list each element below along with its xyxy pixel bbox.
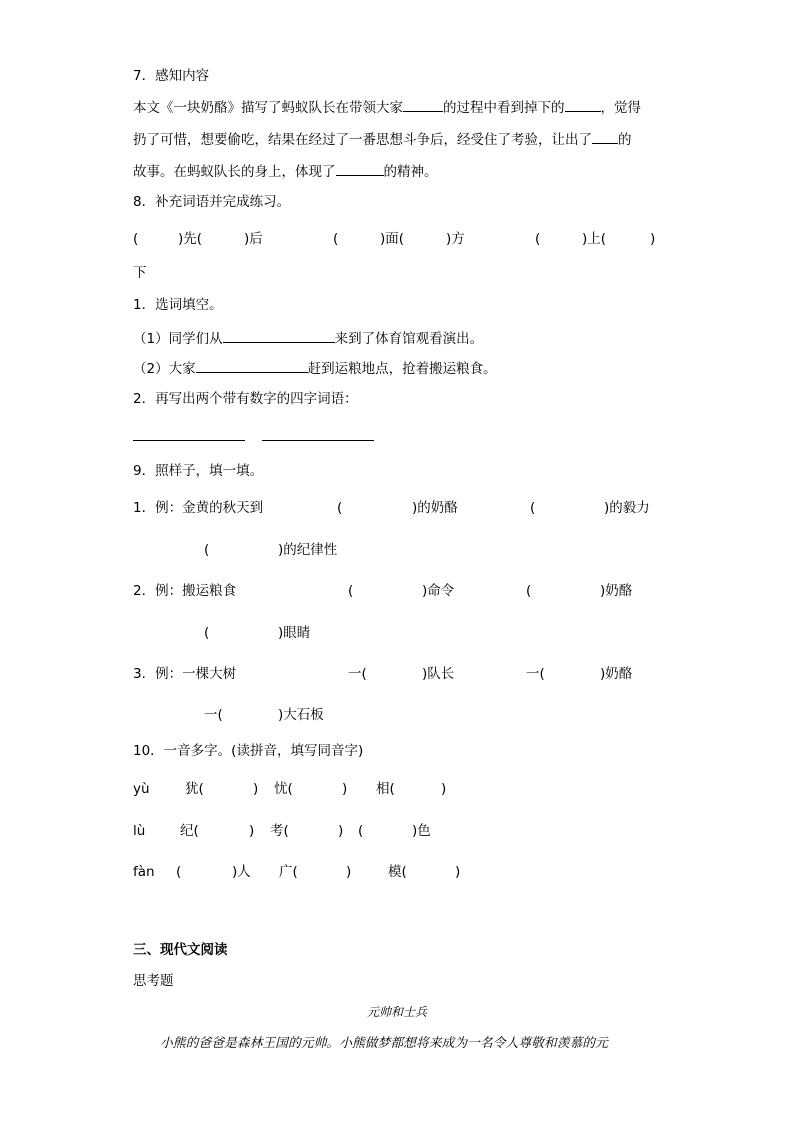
blank[interactable] bbox=[592, 129, 618, 144]
story-line: 小熊的爸爸是森林王国的元帅。小熊做梦都想将来成为一名令人尊敬和羡慕的元 bbox=[160, 1036, 608, 1051]
word-part: 纪( bbox=[180, 823, 199, 839]
blank[interactable] bbox=[565, 97, 601, 112]
text: （2）大家 bbox=[133, 361, 196, 377]
q7-line-3 bbox=[133, 161, 438, 181]
q7-title: 7．感知内容 bbox=[133, 68, 210, 84]
word-part: )人 bbox=[232, 864, 251, 880]
story-title: 元帅和士兵 bbox=[366, 1005, 427, 1019]
word-part: ) bbox=[650, 231, 656, 247]
word-part: ) bbox=[441, 781, 447, 797]
paren: ( bbox=[535, 231, 541, 247]
word-part: 犹( bbox=[185, 781, 204, 797]
word-part: 考( bbox=[270, 823, 289, 839]
blank[interactable] bbox=[403, 97, 443, 112]
q8-sub-2: 2．再写出两个带有数字的四字词语： bbox=[133, 391, 358, 407]
word-part: 一( bbox=[204, 707, 223, 723]
word-part: ) bbox=[249, 823, 255, 839]
section-heading: 三、现代文阅读 bbox=[133, 942, 228, 958]
word-part: )命令 bbox=[422, 583, 455, 599]
answer-line[interactable] bbox=[262, 440, 374, 441]
example: 2．例：搬运粮食 bbox=[133, 583, 237, 599]
word-part: )队长 bbox=[422, 666, 455, 682]
text: 故事。在蚂蚁队长的身上，体现了 bbox=[133, 164, 336, 180]
word-part: 下 bbox=[133, 265, 147, 281]
text: 的 bbox=[618, 132, 632, 148]
q8-sub-1-a bbox=[133, 328, 483, 348]
paren: ( bbox=[526, 583, 532, 599]
text: 扔了可惜，想要偷吃，结果在经过了一番思想斗争后，经受住了考验，让出了 bbox=[133, 132, 592, 148]
text: 本文《一块奶酪》描写了蚂蚁队长在带领大家 bbox=[133, 100, 403, 116]
paren: ( bbox=[348, 583, 354, 599]
word-part: )后 bbox=[244, 231, 263, 247]
word-part: ) bbox=[338, 823, 344, 839]
example: 3．例：一棵大树 bbox=[133, 666, 237, 682]
section-subheading: 思考题 bbox=[133, 973, 174, 989]
text: 赶到运粮地点，抢着搬运粮食。 bbox=[307, 361, 497, 377]
blank[interactable] bbox=[223, 328, 335, 343]
paren: ( bbox=[333, 231, 339, 247]
q7-line-2 bbox=[133, 129, 632, 149]
word-part: ) bbox=[455, 864, 461, 880]
word-part: )上( bbox=[582, 231, 607, 247]
text: 的过程中看到掉下的 bbox=[443, 100, 565, 116]
text: 来到了体育馆观看演出。 bbox=[334, 331, 484, 347]
pinyin: fàn bbox=[133, 864, 155, 880]
paren: ( bbox=[204, 542, 210, 558]
paren: ( bbox=[337, 500, 343, 516]
word-part: )的毅力 bbox=[604, 500, 650, 516]
word-part: )色 bbox=[412, 823, 431, 839]
word-part: )的纪律性 bbox=[278, 542, 338, 558]
word-part: )眼睛 bbox=[278, 625, 311, 641]
word-part: 广( bbox=[279, 864, 298, 880]
word-part: ) bbox=[342, 781, 348, 797]
paren: ( bbox=[358, 823, 364, 839]
text: 的精神。 bbox=[383, 164, 438, 180]
word-part: )先( bbox=[178, 231, 203, 247]
pinyin: yù bbox=[133, 781, 150, 797]
q7-line-1 bbox=[133, 97, 641, 117]
q8-sub-1: 1．选词填空。 bbox=[133, 297, 223, 313]
word-part: )奶酪 bbox=[600, 666, 633, 682]
text: ，觉得 bbox=[600, 100, 641, 116]
example: 1．例：金黄的秋天到 bbox=[133, 500, 264, 516]
pinyin: lù bbox=[133, 823, 146, 839]
word-part: 模( bbox=[388, 864, 407, 880]
word-part: 相( bbox=[376, 781, 395, 797]
word-part: )面( bbox=[380, 231, 405, 247]
word-part: 忧( bbox=[274, 781, 293, 797]
text: （1）同学们从 bbox=[133, 331, 223, 347]
q10-title: 10．一音多字。(读拼音，填写同音字) bbox=[133, 743, 364, 759]
word-part: 一( bbox=[526, 666, 545, 682]
word-part: 一( bbox=[348, 666, 367, 682]
word-part: ) bbox=[253, 781, 259, 797]
answer-line[interactable] bbox=[133, 440, 245, 441]
paren: ( bbox=[133, 231, 139, 247]
blank[interactable] bbox=[196, 358, 308, 373]
word-part: )的奶酪 bbox=[412, 500, 458, 516]
word-part: )方 bbox=[446, 231, 465, 247]
word-part: ) bbox=[346, 864, 352, 880]
q8-sub-1-b bbox=[133, 358, 497, 378]
paren: ( bbox=[176, 864, 182, 880]
q8-title: 8．补充词语并完成练习。 bbox=[133, 194, 291, 210]
word-part: )奶酪 bbox=[600, 583, 633, 599]
q9-title: 9．照样子，填一填。 bbox=[133, 463, 264, 479]
paren: ( bbox=[204, 625, 210, 641]
word-part: )大石板 bbox=[278, 707, 324, 723]
blank[interactable] bbox=[336, 161, 384, 176]
paren: ( bbox=[530, 500, 536, 516]
